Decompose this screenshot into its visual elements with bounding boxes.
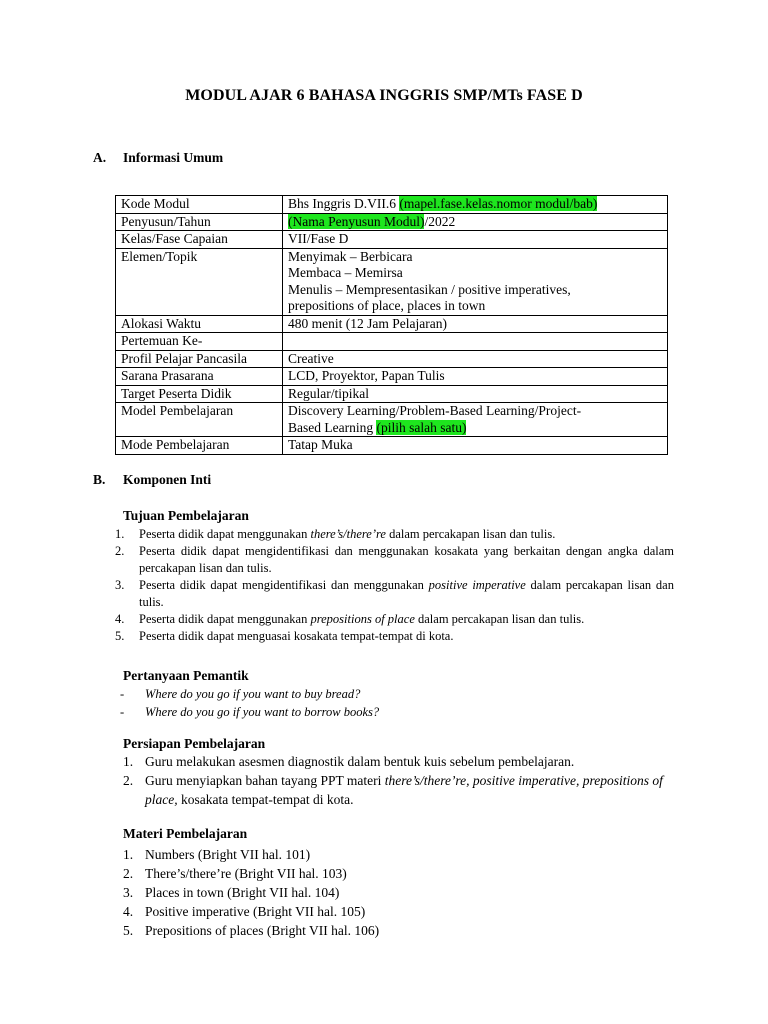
table-value [283, 213, 668, 231]
table-value: Tatap Muka [283, 437, 668, 455]
item-emphasis: positive imperative [428, 578, 526, 592]
table-value: Regular/tipikal [283, 385, 668, 403]
table-value [283, 403, 668, 437]
question-text: Where do you go if you want to buy bread? [145, 687, 361, 701]
item-text: dalam percakapan lisan dan tulis. [414, 612, 585, 626]
item-emphasis: there’s/there’re, positive imperative, prepositions of place, [145, 773, 663, 807]
tujuan-list [115, 526, 674, 645]
item-number: 4. [123, 904, 134, 919]
penyusun-value: /2022 [424, 213, 456, 229]
list-item [115, 611, 674, 628]
elemen-line: Menyimak – Berbicara [288, 248, 413, 264]
item-number: 2. [123, 773, 134, 788]
table-row [116, 248, 668, 315]
item-text: Places in town (Bright VII hal. 104) [145, 885, 340, 900]
materi-list [123, 845, 668, 940]
dash-bullet: - [120, 704, 125, 719]
table-row [116, 368, 668, 386]
table-key: Sarana Prasarana [116, 368, 283, 386]
list-item [123, 883, 668, 902]
item-text: dalam percakapan lisan dan tulis. [385, 527, 556, 541]
kode-modul-highlight: (mapel.fase.kelas.nomor modul/bab) [399, 196, 598, 211]
question-text: Where do you go if you want to borrow books? [145, 704, 380, 719]
kode-modul-value: Bhs Inggris D.VII.6 [288, 196, 400, 211]
table-value: 480 menit (12 Jam Pelajaran) [283, 315, 668, 333]
table-row [116, 403, 668, 437]
table-key: Target Peserta Didik [116, 385, 283, 403]
table-key: Alokasi Waktu [116, 315, 283, 333]
persiapan-heading: Persiapan Pembelajaran [123, 736, 266, 751]
table-key: Kode Modul [116, 196, 283, 214]
model-line: Discovery Learning/Problem-Based Learning/Project- [288, 403, 582, 418]
item-number: 3. [115, 578, 125, 592]
item-number: 1. [115, 527, 125, 541]
item-text: kosakata tempat-tempat di kota. [177, 792, 354, 807]
model-line [288, 420, 662, 437]
table-key: Pertemuan Ke- [116, 333, 283, 351]
item-text: Guru menyiapkan bahan tayang PPT materi [145, 773, 385, 788]
section-b-title: Komponen Inti [123, 472, 212, 487]
table-value [283, 248, 668, 315]
table-row [116, 350, 668, 368]
pemantik-list [120, 686, 379, 721]
item-text: Numbers (Bright VII hal. 101) [145, 847, 311, 862]
tujuan-heading: Tujuan Pembelajaran [123, 508, 249, 523]
item-number: 2. [115, 544, 125, 558]
table-row [116, 315, 668, 333]
item-number: 5. [123, 923, 134, 938]
pemantik-heading: Pertanyaan Pemantik [123, 668, 249, 683]
table-row [116, 437, 668, 455]
table-key: Elemen/Topik [116, 248, 283, 315]
elemen-line: Membaca – Memirsa [288, 265, 403, 280]
elemen-line: Menulis – Mempresentasikan / positive imperatives, [288, 281, 571, 297]
item-number: 2. [123, 866, 134, 881]
list-item [120, 686, 379, 704]
list-item [120, 704, 379, 722]
list-item [115, 628, 674, 645]
item-text: dalam percakapan lisan dan tulis. [139, 578, 674, 609]
item-text: Peserta didik dapat menggunakan [139, 527, 311, 541]
list-item [123, 864, 668, 883]
section-a-heading [93, 150, 223, 166]
item-text: Guru melakukan asesmen diagnostik dalam bentuk kuis sebelum pembelajaran. [145, 754, 575, 769]
section-a-title: Informasi Umum [123, 150, 224, 165]
model-highlight: (pilih salah satu) [376, 419, 467, 435]
table-value: VII/Fase D [283, 231, 668, 249]
list-item [115, 526, 674, 543]
page-title: MODUL AJAR 6 BAHASA INGGRIS SMP/MTs FASE D [185, 87, 583, 104]
list-item [123, 771, 668, 809]
list-item [123, 845, 668, 864]
table-value: Creative [283, 350, 668, 368]
table-value [283, 333, 668, 351]
list-item [115, 543, 674, 577]
info-table [115, 195, 668, 455]
persiapan-list [123, 752, 668, 809]
table-key: Profil Pelajar Pancasila [116, 350, 283, 368]
table-row [116, 231, 668, 249]
section-b-letter: B. [93, 472, 106, 487]
item-number: 1. [123, 847, 134, 862]
item-text: Peserta didik dapat mengidentifikasi dan menggunakan kosakata yang berkaitan dengan angka dalam percakapan lisan dan tulis. [139, 544, 674, 575]
item-number: 1. [123, 754, 134, 769]
table-row [116, 213, 668, 231]
table-row [116, 333, 668, 351]
item-emphasis: prepositions of place [310, 612, 415, 626]
item-text: Peserta didik dapat menggunakan [139, 612, 311, 626]
table-row [116, 196, 668, 214]
list-item [123, 902, 668, 921]
item-text: Prepositions of places (Bright VII hal. 106) [145, 923, 380, 938]
list-item [123, 752, 668, 771]
table-value [283, 196, 668, 214]
table-key: Mode Pembelajaran [116, 437, 283, 455]
item-number: 3. [123, 885, 134, 900]
dash-bullet: - [120, 687, 125, 701]
item-number: 4. [115, 612, 125, 626]
table-key: Kelas/Fase Capaian [116, 231, 283, 249]
section-a-letter: A. [93, 150, 107, 165]
list-item [115, 577, 674, 611]
model-line-text: Based Learning [288, 419, 377, 435]
elemen-line: prepositions of place, places in town [288, 298, 486, 313]
list-item [123, 921, 668, 940]
table-key: Penyusun/Tahun [116, 213, 283, 231]
item-emphasis: there’s/there’re [310, 527, 386, 541]
item-number: 5. [115, 629, 125, 643]
item-text: Peserta didik dapat menguasai kosakata tempat-tempat di kota. [139, 629, 454, 643]
penyusun-highlight: (Nama Penyusun Modul) [288, 213, 425, 229]
section-b-heading [93, 472, 211, 488]
table-value: LCD, Proyektor, Papan Tulis [283, 368, 668, 386]
item-text: There’s/there’re (Bright VII hal. 103) [145, 866, 347, 881]
table-key: Model Pembelajaran [116, 403, 283, 437]
materi-heading: Materi Pembelajaran [123, 826, 248, 841]
item-text: Peserta didik dapat mengidentifikasi dan menggunakan [139, 578, 429, 592]
item-text: Positive imperative (Bright VII hal. 105) [145, 904, 366, 919]
table-row [116, 385, 668, 403]
